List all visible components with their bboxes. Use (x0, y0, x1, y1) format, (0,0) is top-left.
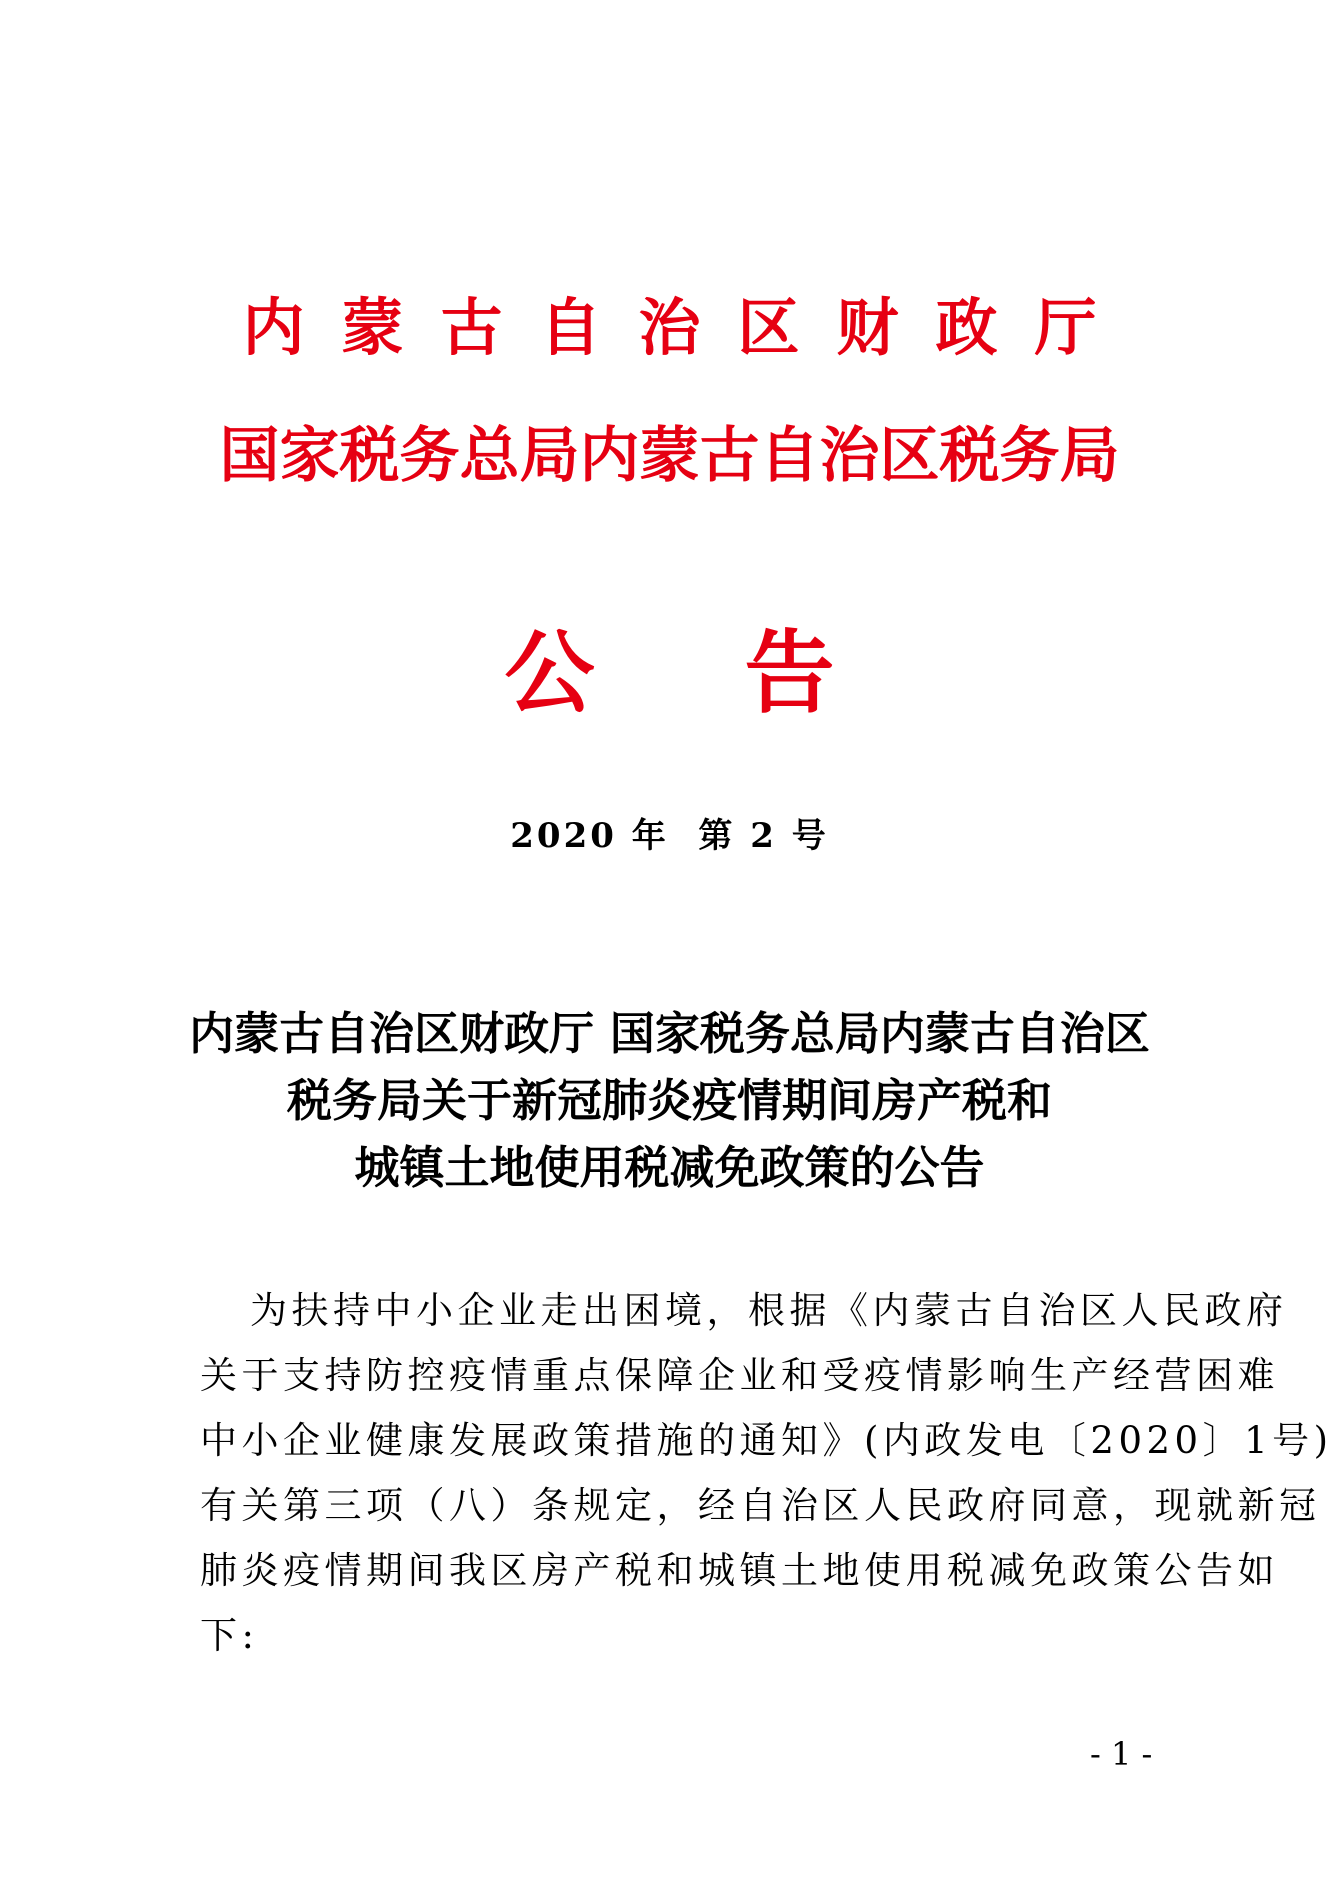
document-title (0, 1000, 1339, 1201)
title-line-3: 城镇土地使用税减免政策的公告 (354, 1141, 985, 1194)
announcement-heading: 公告 (504, 620, 985, 726)
body-line-1: 为扶持中小企业走出困境，根据《内蒙古自治区人民政府 (250, 1289, 1288, 1332)
page-number: - 1 - (1090, 1735, 1153, 1773)
body-line-2: 关于支持防控疫情重点保障企业和受疫情影响生产经营困难 (200, 1354, 1279, 1397)
body-line-5: 肺炎疫情期间我区房产税和城镇土地使用税减免政策公告如 (200, 1549, 1279, 1592)
document-number: 2020 年 第 2 号 (510, 816, 829, 856)
issuer-line-1: 内蒙古自治区财政厅 (242, 291, 1134, 364)
body-paragraph (200, 1278, 1333, 1668)
body-line-6: 下: (200, 1614, 259, 1657)
title-line-2: 税务局关于新冠肺炎疫情期间房产税和 (286, 1074, 1052, 1127)
body-line-4: 有关第三项（八）条规定，经自治区人民政府同意，现就新冠 (200, 1484, 1321, 1527)
issuer-line-2: 国家税务总局内蒙古自治区税务局 (219, 421, 1120, 491)
title-line-1: 内蒙古自治区财政厅 国家税务总局内蒙古自治区 (189, 1007, 1150, 1060)
body-line-3: 中小企业健康发展政策措施的通知》(内政发电〔2020〕1号) (200, 1419, 1333, 1462)
